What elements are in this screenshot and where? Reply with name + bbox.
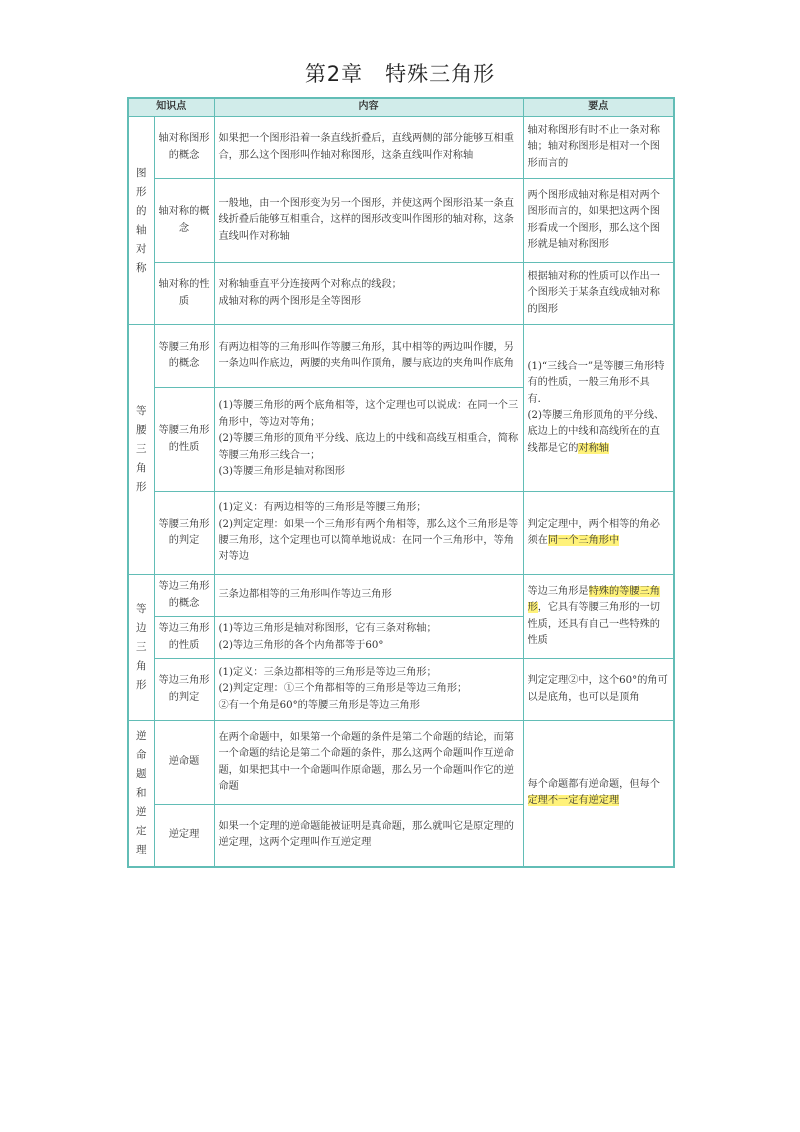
- highlight: 特殊的等腰三角形: [527, 585, 660, 614]
- topic-cell: 逆命题: [154, 721, 214, 805]
- topic-cell: 等边三角形的判定: [154, 659, 214, 721]
- table-row: [128, 263, 674, 325]
- table-header-row: [128, 98, 674, 117]
- table-row: [128, 721, 674, 805]
- note-cell: 根据轴对称的性质可以作出一个图形关于某条直线成轴对称的图形: [523, 263, 674, 325]
- content-cell: 有两边相等的三角形叫作等腰三角形，其中相等的两边叫作腰，另一条边叫作底边，两腰的夹角叫作顶角，腰与底边的夹角叫作底角: [214, 325, 523, 388]
- highlight: 定理不一定有逆定理: [527, 795, 620, 807]
- note-cell: 等边三角形是特殊的等腰三角形，它具有等腰三角形的一切性质，还具有自己一些特殊的性质: [523, 575, 674, 659]
- group-label-converse: 逆命题和逆定理: [128, 721, 154, 867]
- content-cell: 对称轴垂直平分连接两个对称点的线段； 成轴对称的两个图形是全等图形: [214, 263, 523, 325]
- content-cell: (1)定义：有两边相等的三角形是等腰三角形； (2)判定定理：如果一个三角形有两个角相等，那么这个三角形是等腰三角形，这个定理也可以简单地说成：在同一个三角形中，等角对等边: [214, 492, 523, 575]
- content-cell: 如果把一个图形沿着一条直线折叠后，直线两侧的部分能够互相重合，那么这个图形叫作轴对称图形，这条直线叫作对称轴: [214, 117, 523, 179]
- content-cell: 如果一个定理的逆命题能被证明是真命题，那么就叫它是原定理的逆定理，这两个定理叫作互逆定理: [214, 805, 523, 867]
- note-cell: 判定定理中，两个相等的角必须在同一个三角形中: [523, 492, 674, 575]
- table-row: [128, 117, 674, 179]
- content-cell: 在两个命题中，如果第一个命题的条件是第二个命题的结论，而第一个命题的结论是第二个命题的条件，那么这两个命题叫作互逆命题，如果把其中一个命题叫作原命题，那么另一个命题叫作它的逆命题: [214, 721, 523, 805]
- content-cell: 三条边都相等的三角形叫作等边三角形: [214, 575, 523, 617]
- highlight: 同一个三角形中: [547, 535, 620, 546]
- table-row: [128, 659, 674, 721]
- note-cell: 判定定理②中，这个60°的角可以是底角，也可以是顶角: [523, 659, 674, 721]
- table-row: [128, 492, 674, 575]
- note-cell: 每个命题都有逆命题，但每个定理不一定有逆定理: [523, 721, 674, 867]
- header-key-points: 要点: [523, 98, 674, 117]
- knowledge-table: [127, 97, 675, 868]
- topic-cell: 等边三角形的性质: [154, 617, 214, 659]
- content-cell: (1)等边三角形是轴对称图形，它有三条对称轴； (2)等边三角形的各个内角都等于60°: [214, 617, 523, 659]
- header-knowledge-point: 知识点: [128, 98, 214, 117]
- page-title: 第2章 特殊三角形: [304, 62, 496, 86]
- table-row: [128, 325, 674, 388]
- group-label-isosceles: 等腰三角形: [128, 325, 154, 575]
- note-cell: 两个图形成轴对称是相对两个图形而言的，如果把这两个图形看成一个图形，那么这个图形就是轴对称图形: [523, 179, 674, 263]
- highlight: 对称轴: [578, 442, 609, 454]
- topic-cell: 轴对称的性质: [154, 263, 214, 325]
- topic-cell: 轴对称图形的概念: [154, 117, 214, 179]
- topic-cell: 等腰三角形的概念: [154, 325, 214, 388]
- group-label-axial-symmetry: 图形的轴对称: [128, 117, 154, 325]
- content-cell: 一般地，由一个图形变为另一个图形，并使这两个图形沿某一条直线折叠后能够互相重合，这样的图形改变叫作图形的轴对称，这条直线叫作对称轴: [214, 179, 523, 263]
- topic-cell: 等腰三角形的判定: [154, 492, 214, 575]
- header-content: 内容: [214, 98, 523, 117]
- topic-cell: 轴对称的概念: [154, 179, 214, 263]
- topic-cell: 逆定理: [154, 805, 214, 867]
- note-cell: (1)“三线合一”是等腰三角形特有的性质，一般三角形不具有． (2)等腰三角形顶角的平分线、底边上的中线和高线所在的直线都是它的对称轴: [523, 325, 674, 492]
- content-cell: (1)定义：三条边都相等的三角形是等边三角形； (2)判定定理：①三个角都相等的三角形是等边三角形； ②有一个角是60°的等腰三角形是等边三角形: [214, 659, 523, 721]
- topic-cell: 等边三角形的概念: [154, 575, 214, 617]
- table-row: [128, 179, 674, 263]
- table-row: [128, 575, 674, 617]
- topic-cell: 等腰三角形的性质: [154, 388, 214, 492]
- note-cell: 轴对称图形有时不止一条对称轴；轴对称图形是相对一个图形而言的: [523, 117, 674, 179]
- content-cell: (1)等腰三角形的两个底角相等，这个定理也可以说成：在同一个三角形中，等边对等角； (2)等腰三角形的顶角平分线、底边上的中线和高线互相重合，简称等腰三角形三线合一； (3)等腰三角形是轴对称图形: [214, 388, 523, 492]
- group-label-equilateral: 等边三角形: [128, 575, 154, 721]
